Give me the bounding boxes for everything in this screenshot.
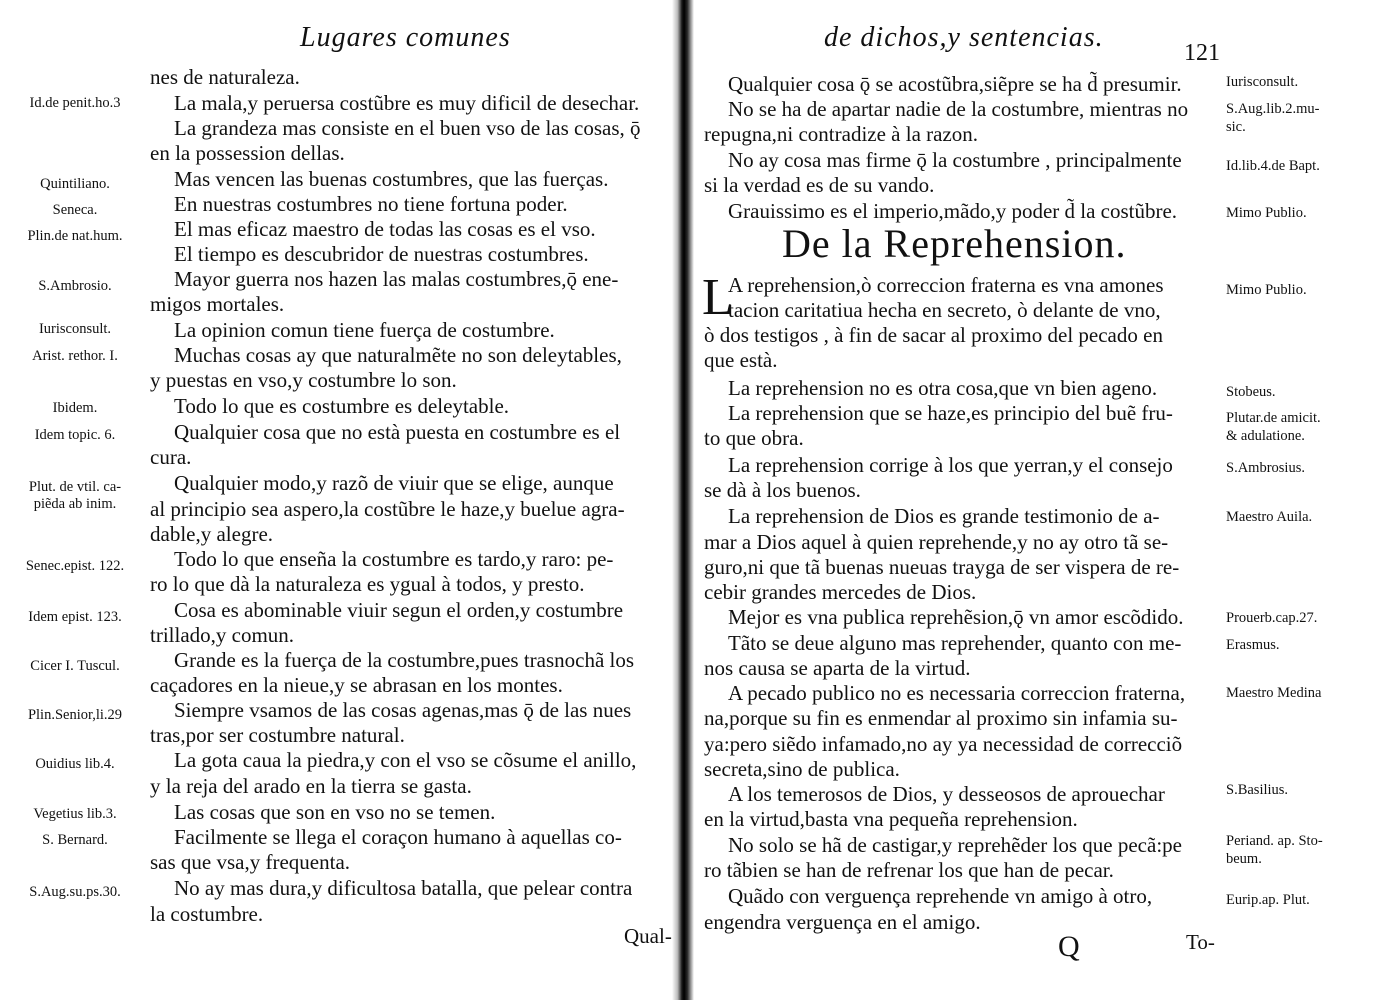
catchword: Qual- (624, 924, 672, 948)
margin-note: Plutar.de amicit. (1226, 410, 1321, 426)
margin-note: Erasmus. (1226, 637, 1280, 653)
left-page (0, 0, 672, 1000)
text-line: El mas eficaz maestro de todas las cosas es el vso. (174, 217, 596, 241)
page-number: 121 (1184, 40, 1220, 66)
margin-note: Plin.de nat.hum. (27, 228, 123, 244)
text-line: al principio sea aspero,la costũbre le haze,y buelue agra- (150, 497, 625, 521)
text-line: ro lo que dà la naturaleza es ygual à todos, y presto. (150, 572, 585, 596)
margin-note: Plut. de vtil. ca- (28, 479, 122, 495)
text-line: Muchas cosas ay que naturalmẽte no son deleytables, (174, 343, 622, 367)
drop-cap: L (702, 269, 734, 326)
margin-note: S.Aug.su.ps.30. (29, 884, 121, 900)
margin-note: Id.lib.4.de Bapt. (1226, 158, 1320, 174)
text-line: Grauissimo es el imperio,mãdo,y poder d̃ la costũbre. (728, 199, 1178, 223)
margin-note: Eurip.ap. Plut. (1226, 892, 1310, 908)
text-line: ya:pero siẽdo infamado,no ay ya necessidad de correcciõ (704, 732, 1183, 756)
text-line: A los temerosos de Dios, y desseosos de aprouechar (728, 782, 1165, 806)
margin-note: Seneca. (52, 202, 98, 218)
text-line: mar a Dios aquel à quien reprehende,y no ay otro tã se- (704, 530, 1169, 554)
text-line: Tãto se deue alguno mas reprehender, quanto con me- (728, 631, 1182, 655)
text-line: y puestas en vso,y costumbre lo son. (150, 368, 457, 392)
text-line: se dà à los buenos. (704, 478, 861, 502)
text-line: No ay mas dura,y dificultosa batalla, que pelear contra (174, 876, 633, 900)
text-line: Qualquier cosa ǭ se acostũbra,siẽpre se ha d̃ presumir. (728, 72, 1182, 96)
text-line: No se ha de apartar nadie de la costumbre, mientras no (728, 97, 1189, 121)
text-line: No solo se hã de castigar,y reprehẽder los que pecã:pe (728, 833, 1182, 857)
text-line: Las cosas que son en vso no se temen. (174, 800, 496, 824)
text-line: que està. (704, 348, 778, 372)
margin-note: Idem topic. 6. (34, 427, 116, 443)
text-line: La reprehension no es otra cosa,que vn bien ageno. (728, 376, 1158, 400)
text-line: to que obra. (704, 426, 804, 450)
text-line: Facilmente se llega el coraçon humano à aquellas co- (174, 825, 622, 849)
section-heading: De la Reprehension. (782, 221, 1127, 266)
right-page (694, 0, 1377, 1000)
margin-note: piẽda ab inim. (33, 496, 117, 512)
text-line: No ay cosa mas firme ǭ la costumbre , principalmente (728, 148, 1182, 172)
margin-note: Periand. ap. Sto- (1226, 833, 1323, 849)
margin-note: S.Basilius. (1226, 782, 1289, 798)
text-line: trillado,y comun. (150, 623, 295, 647)
right-running-head: de dichos,y sentencias. (824, 22, 1104, 53)
catchword: Q (1058, 930, 1080, 963)
text-line: Mayor guerra nos hazen las malas costumbres,ǭ ene- (174, 267, 619, 291)
text-line: Quãdo con verguença reprehende vn amigo à otro, (728, 884, 1153, 908)
margin-note: Iurisconsult. (38, 321, 112, 337)
margin-note: & adulatione. (1226, 428, 1305, 444)
text-line: cebir grandes mercedes de Dios. (704, 580, 977, 604)
text-line: A reprehension,ò correccion fraterna es vna amones (728, 273, 1164, 297)
text-line: repugna,ni contradize à la razon. (704, 122, 979, 146)
text-line: nos causa se aparta de la virtud. (704, 656, 971, 680)
text-line: nes de naturaleza. (150, 65, 300, 89)
margin-note: Maestro Auila. (1226, 509, 1313, 525)
text-line: ò dos testigos , à fin de sacar al proximo del pecado en (704, 323, 1163, 347)
margin-note: sic. (1226, 119, 1246, 135)
text-line: en la virtud,basta vna pequeña reprehension. (704, 807, 1078, 831)
text-line: tras,por ser costumbre natural. (150, 723, 405, 747)
margin-note: Idem epist. 123. (28, 609, 122, 625)
text-line: si la verdad es de su vando. (704, 173, 935, 197)
text-line: A pecado publico no es necessaria correccion fraterna, (728, 681, 1186, 705)
margin-note: Quintiliano. (40, 176, 110, 192)
margin-note: Cicer I. Tuscul. (30, 658, 120, 674)
text-line: migos mortales. (150, 292, 285, 316)
margin-note: Mimo Publio. (1226, 205, 1307, 221)
catchword: To- (1186, 930, 1215, 954)
margin-note: S.Aug.lib.2.mu- (1226, 101, 1320, 117)
text-line: Cosa es abominable viuir segun el orden,y costumbre (174, 598, 624, 622)
margin-note: beum. (1226, 851, 1262, 867)
text-line: Todo lo que es costumbre es deleytable. (174, 394, 510, 418)
text-line: Qualquier cosa que no està puesta en costumbre es el (174, 420, 621, 444)
margin-note: S.Ambrosius. (1226, 460, 1305, 476)
text-line: La gota caua la piedra,y con el vso se cõsume el anillo, (174, 748, 637, 772)
text-line: La reprehension corrige à los que yerran,y el consejo (728, 453, 1173, 477)
left-running-head: Lugares comunes (300, 22, 511, 53)
text-line: El tiempo es descubridor de nuestras costumbres. (174, 242, 589, 266)
text-line: dable,y alegre. (150, 522, 274, 546)
margin-note: Mimo Publio. (1226, 282, 1307, 298)
text-line: cura. (150, 445, 192, 469)
text-line: En nuestras costumbres no tiene fortuna poder. (174, 192, 568, 216)
text-line: caçadores en la nieue,y se abrasan en los montes. (150, 673, 563, 697)
text-line: La reprehension de Dios es grande testimonio de a- (728, 504, 1160, 528)
text-line: guro,ni que tã buenas nueuas trayga de ser vispera de re- (704, 555, 1180, 579)
margin-note: Vegetius lib.3. (33, 806, 117, 822)
text-line: Siempre vsamos de las cosas agenas,mas ǭ de las nues (174, 698, 632, 722)
text-line: engendra verguença en el amigo. (704, 910, 981, 934)
margin-note: Stobeus. (1226, 384, 1276, 400)
text-line: secreta,sino de publica. (704, 757, 900, 781)
text-line: sas que vsa,y frequenta. (150, 850, 351, 874)
margin-note: Maestro Medina (1226, 685, 1322, 701)
text-line: La reprehension que se haze,es principio del buẽ fru- (728, 401, 1173, 425)
text-line: en la possession dellas. (150, 141, 345, 165)
text-line: Grande es la fuerça de la costumbre,pues trasnochã los (174, 648, 635, 672)
margin-note: Arist. rethor. I. (32, 348, 118, 364)
text-line: La opinion comun tiene fuerça de costumbre. (174, 318, 555, 342)
text-line: Qualquier modo,y razõ de viuir que se elige, aunque (174, 471, 614, 495)
text-line: na,porque su fin es enmendar al proximo sin infamia su- (704, 706, 1178, 730)
text-line: La grandeza mas consiste en el buen vso de las cosas, ǭ (174, 116, 641, 140)
text-line: la costumbre. (150, 902, 264, 926)
text-line: Todo lo que enseña la costumbre es tardo,y raro: pe- (174, 547, 614, 571)
margin-note: S. Bernard. (42, 832, 108, 848)
text-line: tacion caritatiua hecha en secreto, ò delante de vno, (728, 298, 1161, 322)
margin-note: Id.de penit.ho.3 (29, 95, 121, 111)
book-gutter (672, 0, 694, 1000)
margin-note: S.Ambrosio. (38, 278, 112, 294)
margin-note: Ibidem. (52, 400, 98, 416)
text-line: Mas vencen las buenas costumbres, que las fuerças. (174, 167, 609, 191)
text-line: ro tãbien se han de refrenar los que han de pecar. (704, 858, 1114, 882)
text-line: La mala,y peruersa costũbre es muy dificil de desechar. (174, 91, 640, 115)
margin-note: Senec.epist. 122. (25, 558, 125, 574)
text-line: Mejor es vna publica reprehẽsion,ǭ vn amor escõdido. (728, 605, 1184, 629)
margin-note: Prouerb.cap.27. (1226, 610, 1318, 626)
text-line: y la reja del arado en la tierra se gasta. (150, 774, 472, 798)
margin-note: Iurisconsult. (1226, 74, 1299, 90)
margin-note: Ouidius lib.4. (35, 756, 115, 772)
margin-note: Plin.Senior,li.29 (27, 707, 123, 723)
